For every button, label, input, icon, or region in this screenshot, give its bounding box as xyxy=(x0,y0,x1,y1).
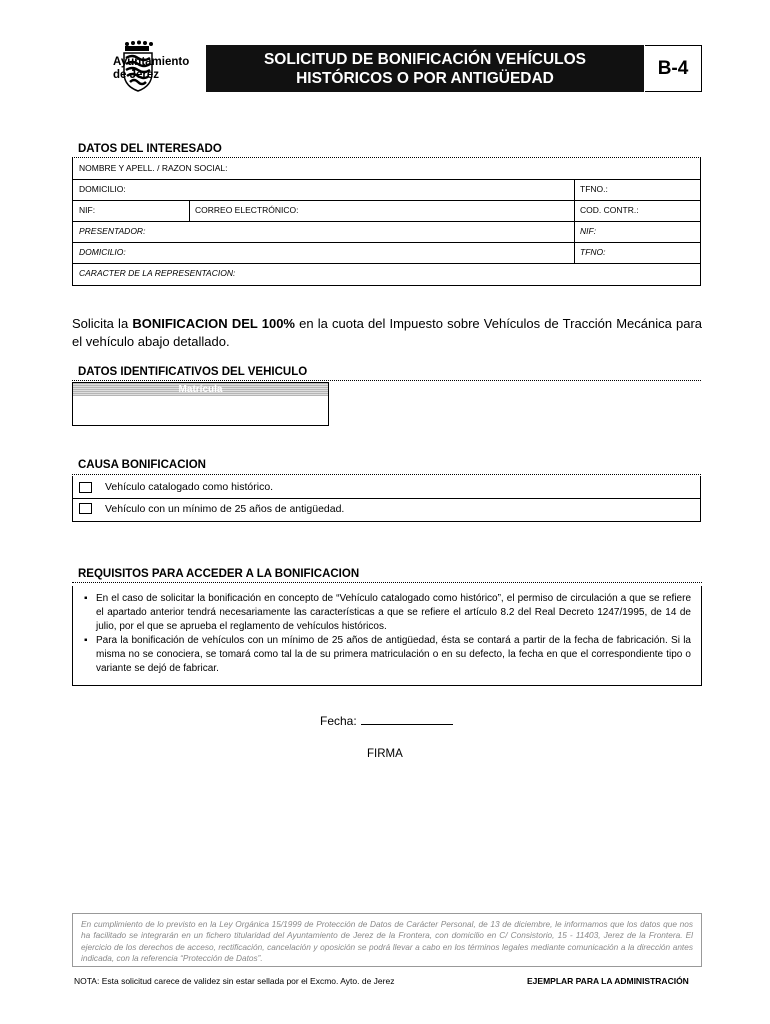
solicitud-bold: BONIFICACION DEL 100% xyxy=(132,316,295,331)
org-line-2: de Jerez xyxy=(113,69,160,81)
checkbox-historico[interactable] xyxy=(79,482,92,493)
validity-note: NOTA: Esta solicitud carece de validez sin estar sellada por el Excmo. Ayto. de Jerez xyxy=(74,976,395,986)
section-title-requisitos: REQUISITOS PARA ACCEDER A LA BONIFICACION xyxy=(78,568,360,580)
requisito-item: ▪ Para la bonificación de vehículos con un mínimo de 25 años de antigüedad, ésta se contará a partir de la fecha de fabricación. Si la misma no se conociera, se tomará como tal la de su primera matriculación o en su defecto, la fecha en que el correspondiente tipo o variante se dejó de fabricar. xyxy=(81,634,691,676)
field-presentador[interactable]: PRESENTADOR: xyxy=(79,226,146,236)
copy-designation: EJEMPLAR PARA LA ADMINISTRACIÓN xyxy=(527,976,689,986)
matricula-box xyxy=(72,382,329,426)
title-line-1: SOLICITUD DE BONIFICACIÓN VEHÍCULOS xyxy=(263,50,587,68)
field-nombre[interactable]: NOMBRE Y APELL. / RAZON SOCIAL: xyxy=(79,163,228,173)
form-code: B-4 xyxy=(645,45,702,92)
field-cod-contr[interactable]: COD. CONTR.: xyxy=(580,205,639,215)
organization-name xyxy=(113,56,189,82)
field-nif-presentador[interactable]: NIF: xyxy=(580,226,597,236)
requisitos-box xyxy=(72,586,702,686)
form-title xyxy=(206,45,644,92)
section-title-interesado: DATOS DEL INTERESADO xyxy=(78,143,222,155)
fecha-input[interactable] xyxy=(361,714,453,725)
section-divider xyxy=(72,380,701,381)
fecha-label: Fecha: xyxy=(320,714,357,728)
section-divider xyxy=(72,582,702,583)
option-historico-label: Vehículo catalogado como histórico. xyxy=(105,481,274,493)
field-caracter-representacion[interactable]: CARACTER DE LA REPRESENTACION: xyxy=(79,268,236,278)
data-protection-notice: En cumplimiento de lo previsto en la Ley Orgánica 15/1999 de Protección de Datos de Carácter Personal, de 13 de diciembre, le informamos que los datos que nos ha facilitado se integrarán en un fichero titularidad del Ayuntamiento de Jerez de la Frontera, con domicilio en C/ Consistorio, 15 - 11403, Jerez de la Frontera. El ejercicio de los derechos de acceso, rectificación, cancelación y oposición se podrá llevar a cabo en los términos legales mediante comunicación a la dirección antes indicada, con la referencia “Protección de Datos”. xyxy=(72,913,702,967)
matricula-label: Matrícula xyxy=(73,383,328,396)
solicitud-prefix: Solicita la xyxy=(72,316,133,331)
solicitud-paragraph xyxy=(72,315,702,351)
section-title-causa: CAUSA BONIFICACION xyxy=(78,459,206,471)
field-nif[interactable]: NIF: xyxy=(79,205,96,215)
requisito-item: ▪ En el caso de solicitar la bonificación en concepto de “Vehículo catalogado como histórico”, el permiso de circulación a que se refiere el apartado anterior tendrá necesariamente las características a que se refiere el artículo 8.2 del Real Decreto 1247/1995, de 14 de julio, por el que se aprueba el reglamento de vehículos históricos. xyxy=(81,592,691,634)
solicitud-suffix: en la cuota del Impuesto sobre Vehículos de Tracción Mecánica para el vehículo abajo detallado. xyxy=(72,316,703,349)
field-correo[interactable]: CORREO ELECTRÓNICO: xyxy=(195,205,299,215)
crown-icon xyxy=(125,41,153,52)
causa-options xyxy=(72,476,701,522)
field-tfno[interactable]: TFNO.: xyxy=(580,184,608,194)
section-title-vehiculo: DATOS IDENTIFICATIVOS DEL VEHICULO xyxy=(78,366,308,378)
matricula-input[interactable] xyxy=(73,396,328,425)
field-domicilio[interactable]: DOMICILIO: xyxy=(79,184,126,194)
interesado-table xyxy=(72,158,701,286)
section-divider xyxy=(72,474,701,475)
title-line-2: HISTÓRICOS O POR ANTIGÜEDAD xyxy=(296,69,554,87)
checkbox-antiguedad[interactable] xyxy=(79,503,92,514)
field-tfno-presentador[interactable]: TFNO: xyxy=(580,247,606,257)
fecha-field xyxy=(320,714,453,728)
field-domicilio-presentador[interactable]: DOMICILIO: xyxy=(79,247,126,257)
firma-label: FIRMA xyxy=(367,748,403,760)
option-antiguedad-label: Vehículo con un mínimo de 25 años de antigüedad. xyxy=(105,503,345,515)
org-line-1: Ayuntamiento xyxy=(113,56,190,68)
